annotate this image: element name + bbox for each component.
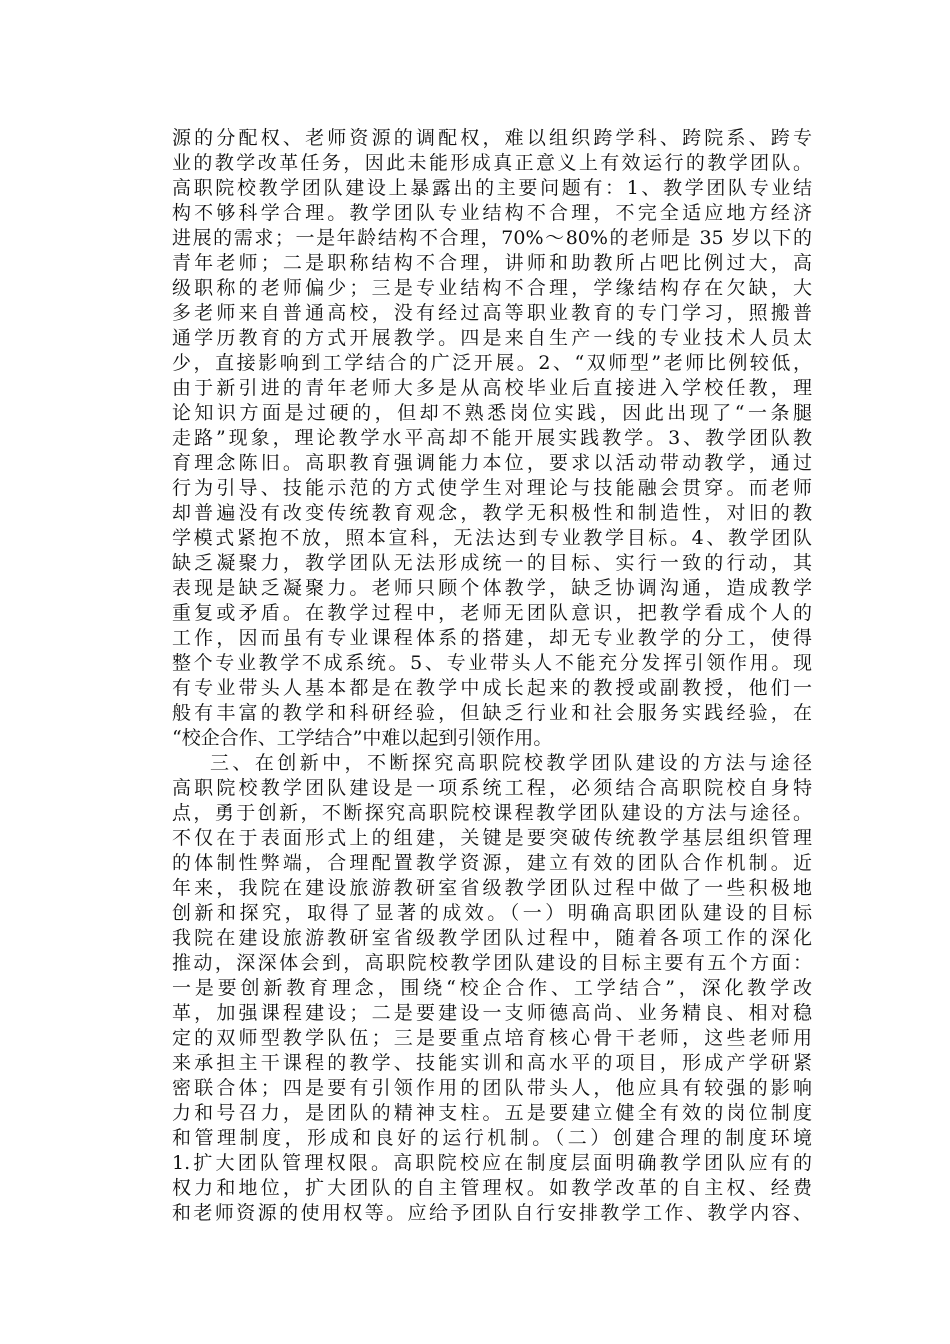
text-line: 走路”现象，理论教学水平高却不能开展实践教学。3、教学团队教: [172, 427, 812, 449]
text-line: 青年老师；二是职称结构不合理，讲师和助教所占吧比例过大，高: [172, 252, 812, 274]
text-line: 高职院校教学团队建设是一项系统工程，必须结合高职院校自身特: [172, 777, 812, 799]
text-line: 育理念陈旧。高职教育强调能力本位，要求以活动带动教学，通过: [172, 452, 812, 474]
text-line: 缺乏凝聚力，教学团队无法形成统一的目标、实行一致的行动，其: [172, 552, 812, 574]
text-line: 和老师资源的使用权等。应给予团队自行安排教学工作、教学内容、: [172, 1202, 812, 1224]
text-line: 创新和探究，取得了显著的成效。（一）明确高职团队建设的目标: [172, 902, 812, 924]
text-line: 行为引导、技能示范的方式使学生对理论与技能融会贯穿。而老师: [172, 477, 812, 499]
text-line: 重复或矛盾。在教学过程中，老师无团队意识，把教学看成个人的: [172, 602, 812, 624]
text-line: 源的分配权、老师资源的调配权，难以组织跨学科、跨院系、跨专: [172, 127, 812, 149]
text-line: 来承担主干课程的教学、技能实训和高水平的项目，形成产学研紧: [172, 1052, 812, 1074]
text-line: 论知识方面是过硬的，但却不熟悉岗位实践，因此出现了“一条腿: [172, 402, 812, 424]
text-line: 推动，深深体会到，高职院校教学团队建设的目标主要有五个方面：: [172, 952, 812, 974]
text-line: 通学历教育的方式开展教学。四是来自生产一线的专业技术人员太: [172, 327, 812, 349]
text-line: 般有丰富的教学和科研经验，但缺乏行业和社会服务实践经验，在: [172, 702, 812, 724]
text-line: 整个专业教学不成系统。5、专业带头人不能充分发挥引领作用。现: [172, 652, 812, 674]
text-line: 工作，因而虽有专业课程体系的搭建，却无专业教学的分工，使得: [172, 627, 812, 649]
text-line: 进展的需求；一是年龄结构不合理，70%～80%的老师是 35 岁以下的: [172, 227, 812, 249]
text-line: 的体制性弊端，合理配置教学资源，建立有效的团队合作机制。近: [172, 852, 812, 874]
text-line: 级职称的老师偏少；三是专业结构不合理，学缘结构存在欠缺，大: [172, 277, 812, 299]
text-line: 革，加强课程建设；二是要建设一支师德高尚、业务精良、相对稳: [172, 1002, 812, 1024]
text-line: 密联合体；四是要有引领作用的团队带头人，他应具有较强的影响: [172, 1077, 812, 1099]
body-text: [172, 126, 812, 1226]
text-line: 和管理制度，形成和良好的运行机制。（二）创建合理的制度环境: [172, 1127, 812, 1149]
text-line: 年来，我院在建设旅游教研室省级教学团队过程中做了一些积极地: [172, 877, 812, 899]
text-line: 高职院校教学团队建设上暴露出的主要问题有：1、教学团队专业结: [172, 177, 812, 199]
text-line: 力和号召力，是团队的精神支柱。五是要建立健全有效的岗位制度: [172, 1102, 812, 1124]
text-line: 表现是缺乏凝聚力。老师只顾个体教学，缺乏协调沟通，造成教学: [172, 577, 812, 599]
text-line: 学模式紧抱不放，照本宣科，无法达到专业教学目标。4、教学团队: [172, 527, 812, 549]
text-line: 点，勇于创新，不断探究高职院校课程教学团队建设的方法与途径。: [172, 802, 812, 824]
text-line: 业的教学改革任务，因此未能形成真正意义上有效运行的教学团队。: [172, 152, 812, 174]
text-line: 权力和地位，扩大团队的自主管理权。如教学改革的自主权、经费: [172, 1177, 812, 1199]
text-line: 我院在建设旅游教研室省级教学团队过程中，随着各项工作的深化: [172, 927, 812, 949]
text-line: 1.扩大团队管理权限。高职院校应在制度层面明确教学团队应有的: [172, 1152, 812, 1174]
text-line: 一是要创新教育理念，围绕“校企合作、工学结合”，深化教学改: [172, 977, 812, 999]
text-line: 少，直接影响到工学结合的广泛开展。2、“双师型”老师比例较低，: [172, 352, 812, 374]
text-line: 却普遍没有改变传统教育观念，教学无积极性和制造性，对旧的教: [172, 502, 812, 524]
text-line: “校企合作、工学结合”中难以起到引领作用。: [172, 727, 553, 749]
text-line: 不仅在于表面形式上的组建，关键是要突破传统教学基层组织管理: [172, 827, 812, 849]
text-line: 有专业带头人基本都是在教学中成长起来的教授或副教授，他们一: [172, 677, 812, 699]
text-line: 定的双师型教学队伍；三是要重点培育核心骨干老师，这些老师用: [172, 1027, 812, 1049]
text-line: 构不够科学合理。教学团队专业结构不合理，不完全适应地方经济: [172, 202, 812, 224]
text-line: 多老师来自普通高校，没有经过高等职业教育的专门学习，照搬普: [172, 302, 812, 324]
section-heading: 三、在创新中，不断探究高职院校教学团队建设的方法与途径: [210, 752, 812, 774]
text-line: 由于新引进的青年老师大多是从高校毕业后直接进入学校任教，理: [172, 377, 812, 399]
